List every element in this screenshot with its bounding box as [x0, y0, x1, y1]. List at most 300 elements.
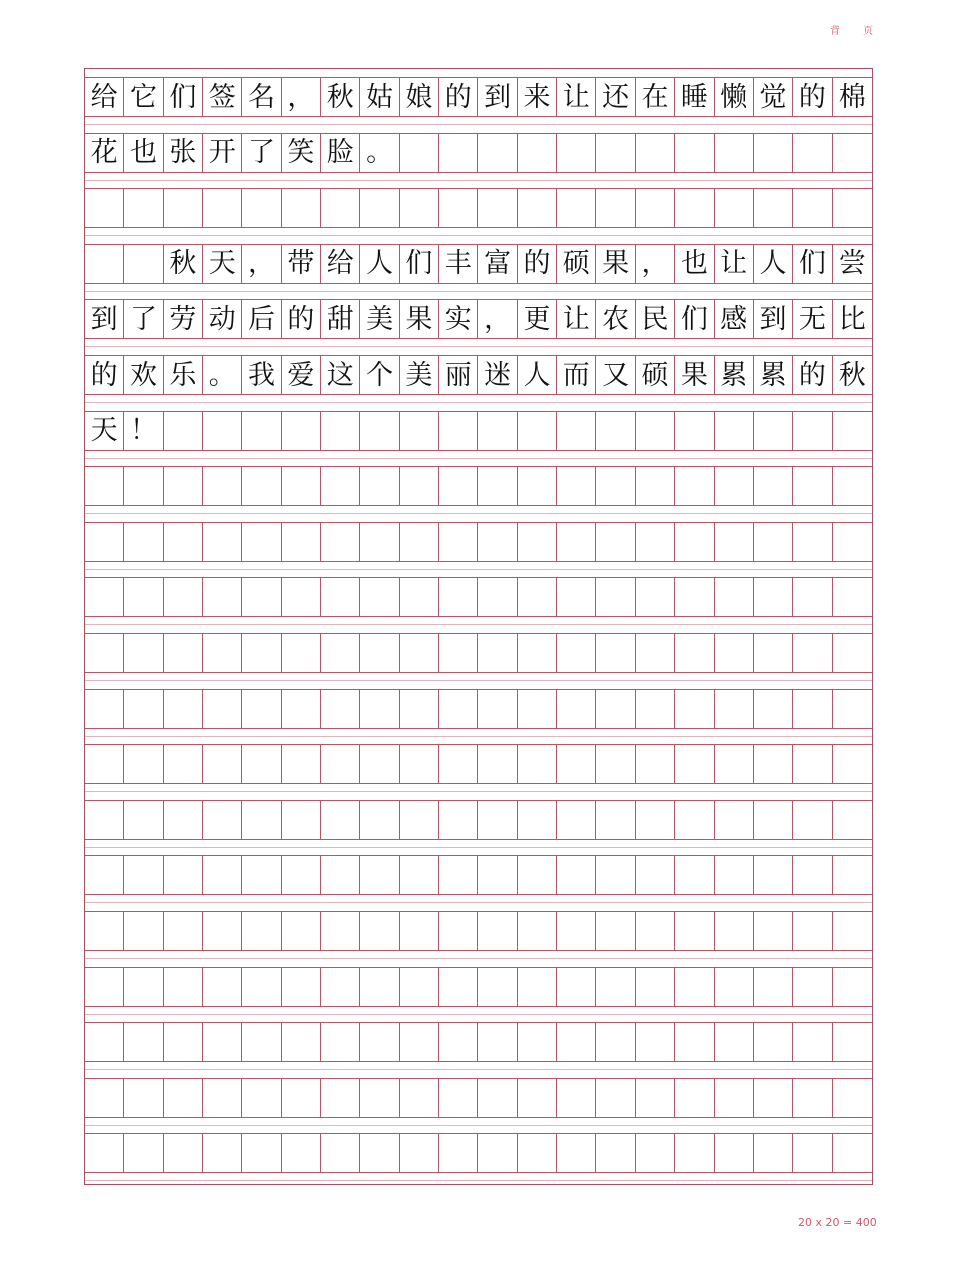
grid-cell: ， — [636, 245, 675, 283]
grid-row — [85, 299, 872, 339]
gap-line — [85, 569, 872, 570]
grid-cell — [164, 690, 203, 728]
grid-cell — [242, 467, 281, 505]
grid-cell — [833, 412, 872, 450]
grid-cell — [164, 467, 203, 505]
grid-cell: 也 — [675, 245, 714, 283]
grid-cell — [124, 690, 163, 728]
grid-cell — [833, 189, 872, 227]
grid-cell — [242, 578, 281, 616]
grid-cell — [478, 1023, 517, 1061]
grid-cell — [636, 1134, 675, 1172]
grid-cell — [439, 690, 478, 728]
grid-cell — [282, 856, 321, 894]
grid-cell — [282, 745, 321, 783]
grid-cell: 们 — [675, 300, 714, 338]
grid-cell: 到 — [754, 300, 793, 338]
grid-cell: 秋 — [838, 359, 866, 391]
grid-cell — [715, 578, 754, 616]
grid-cell — [596, 1079, 635, 1117]
grid-cell — [636, 467, 675, 505]
grid-cell — [321, 467, 360, 505]
grid-cell — [164, 1079, 203, 1117]
grid-cell — [518, 1079, 557, 1117]
grid-cell: 它 — [124, 78, 163, 116]
grid-cell — [754, 1079, 793, 1117]
grid-cell: 的 — [439, 78, 478, 116]
page-header-label: 背 页 — [830, 26, 884, 37]
grid-cell — [282, 968, 321, 1006]
grid-cell — [400, 412, 439, 450]
grid-cell — [636, 578, 675, 616]
grid-cell — [557, 578, 596, 616]
grid-cell — [203, 1134, 242, 1172]
grid-cell — [360, 856, 399, 894]
grid-cell — [793, 134, 832, 172]
grid-cell — [282, 523, 321, 561]
grid-cell — [478, 1079, 517, 1117]
grid-cell — [596, 690, 635, 728]
grid-cell — [754, 912, 793, 950]
grid-cell — [400, 745, 439, 783]
grid-cell — [596, 523, 635, 561]
grid-cell: 果 — [400, 300, 439, 338]
grid-cell — [675, 412, 714, 450]
grid-cell — [439, 912, 478, 950]
gap-line — [85, 791, 872, 792]
grid-cell: ， — [242, 245, 281, 283]
grid-cell — [675, 634, 714, 672]
grid-cell — [321, 1134, 360, 1172]
grid-cell — [715, 634, 754, 672]
grid-cell — [242, 634, 281, 672]
grid-cell — [518, 467, 557, 505]
grid-cell — [124, 189, 163, 227]
grid-cell — [557, 690, 596, 728]
grid-cell — [400, 1079, 439, 1117]
grid-cell — [85, 467, 124, 505]
grid-cell — [833, 801, 872, 839]
grid-cell: 签 — [203, 78, 242, 116]
grid-cell — [675, 523, 714, 561]
grid-cell — [400, 134, 439, 172]
grid-cell — [557, 968, 596, 1006]
grid-cell — [124, 523, 163, 561]
grid-cell — [793, 912, 832, 950]
grid-cell — [715, 968, 754, 1006]
grid-cell: 天 — [203, 245, 242, 283]
grid-cell — [636, 801, 675, 839]
grid-cell — [321, 1023, 360, 1061]
grid-cell: 劳 — [164, 300, 203, 338]
grid-cell — [675, 856, 714, 894]
grid-row — [85, 967, 872, 1007]
grid-cell: 实 — [439, 300, 478, 338]
grid-cell — [400, 189, 439, 227]
grid-cell — [400, 801, 439, 839]
grid-cell — [85, 1079, 124, 1117]
grid-cell — [636, 1079, 675, 1117]
grid-cell: 丰 — [439, 245, 478, 283]
grid-cell — [164, 745, 203, 783]
grid-cell — [596, 1023, 635, 1061]
grid-cell — [164, 523, 203, 561]
grid-cell — [321, 523, 360, 561]
grid-cell — [675, 690, 714, 728]
grid-cell — [360, 801, 399, 839]
grid-cell — [164, 412, 203, 450]
grid-cell — [439, 189, 478, 227]
grid-cell — [242, 912, 281, 950]
grid-cell — [360, 412, 399, 450]
grid-cell: 这 — [321, 356, 360, 394]
grid-row — [85, 466, 872, 506]
grid-cell — [557, 801, 596, 839]
grid-cell — [793, 578, 832, 616]
grid-cell — [793, 634, 832, 672]
grid-cell — [439, 134, 478, 172]
grid-cell — [557, 1134, 596, 1172]
grid-cell: 尝 — [838, 248, 866, 280]
grid-cell — [164, 1134, 203, 1172]
grid-row — [85, 744, 872, 784]
grid-cell — [793, 801, 832, 839]
grid-cell — [282, 634, 321, 672]
grid-cell — [636, 189, 675, 227]
grid-cell — [360, 1134, 399, 1172]
grid-cell — [715, 745, 754, 783]
grid-cell — [124, 467, 163, 505]
grid-row — [85, 133, 872, 173]
grid-cell: 懒 — [715, 78, 754, 116]
grid-cell: 的 — [793, 78, 832, 116]
grid-cell — [242, 1023, 281, 1061]
grid-cell — [282, 690, 321, 728]
grid-cell — [85, 523, 124, 561]
grid-cell — [518, 189, 557, 227]
grid-cell — [124, 745, 163, 783]
grid-cell — [360, 745, 399, 783]
grid-cell — [754, 745, 793, 783]
grid-cell — [124, 1079, 163, 1117]
grid-cell — [754, 856, 793, 894]
grid-cell — [715, 856, 754, 894]
grid-cell — [203, 1079, 242, 1117]
grid-cell — [675, 134, 714, 172]
grid-cell — [282, 467, 321, 505]
grid-cell — [557, 745, 596, 783]
grid-cell — [754, 1134, 793, 1172]
grid-cell — [596, 968, 635, 1006]
grid-cell — [360, 912, 399, 950]
grid-cell — [793, 968, 832, 1006]
grid-cell — [439, 523, 478, 561]
grid-cell — [124, 1134, 163, 1172]
grid-cell: 花 — [85, 134, 124, 172]
grid-cell — [518, 690, 557, 728]
grid-cell: 美 — [400, 356, 439, 394]
grid-cell: 们 — [793, 245, 832, 283]
grid-cell — [282, 1134, 321, 1172]
grid-cell — [636, 690, 675, 728]
grid-cell — [596, 412, 635, 450]
grid-cell — [321, 690, 360, 728]
grid-cell — [85, 690, 124, 728]
grid-cell — [478, 189, 517, 227]
grid-cell — [557, 189, 596, 227]
grid-cell: 笑 — [282, 134, 321, 172]
grid-row — [85, 855, 872, 895]
grid-cell — [793, 856, 832, 894]
grid-cell: 丽 — [439, 356, 478, 394]
grid-cell — [242, 856, 281, 894]
grid-cell — [754, 189, 793, 227]
grid-cell: 后 — [242, 300, 281, 338]
grid-cell — [85, 856, 124, 894]
grid-cell — [203, 745, 242, 783]
grid-cell: 秋 — [321, 78, 360, 116]
grid-cell — [360, 968, 399, 1006]
grid-cell — [793, 467, 832, 505]
grid-cell — [715, 412, 754, 450]
grid-cell — [439, 745, 478, 783]
grid-row — [85, 1133, 872, 1173]
grid-cell — [478, 856, 517, 894]
grid-cell — [321, 634, 360, 672]
grid-cell — [164, 634, 203, 672]
grid-cell — [636, 968, 675, 1006]
grid-cell — [518, 801, 557, 839]
grid-cell — [164, 1023, 203, 1061]
grid-cell — [124, 968, 163, 1006]
grid-cell — [321, 578, 360, 616]
grid-cell — [478, 523, 517, 561]
grid-cell — [478, 745, 517, 783]
grid-cell: 而 — [557, 356, 596, 394]
grid-cell — [557, 523, 596, 561]
gap-line — [85, 291, 872, 292]
gap-line — [85, 1014, 872, 1015]
grid-cell: 人 — [518, 356, 557, 394]
grid-cell — [242, 745, 281, 783]
grid-cell — [439, 968, 478, 1006]
grid-row — [85, 244, 872, 284]
grid-cell — [833, 745, 872, 783]
grid-cell — [596, 1134, 635, 1172]
grid-cell — [242, 690, 281, 728]
grid-cell — [715, 1079, 754, 1117]
grid-cell: 的 — [793, 356, 832, 394]
grid-cell — [164, 968, 203, 1006]
gap-line — [85, 402, 872, 403]
grid-cell — [124, 245, 163, 283]
grid-cell — [282, 912, 321, 950]
grid-cell: 带 — [282, 245, 321, 283]
composition-grid-sheet — [84, 68, 873, 1185]
grid-cell — [833, 467, 872, 505]
grid-cell — [833, 1079, 872, 1117]
grid-cell: 的 — [85, 356, 124, 394]
gap-line — [85, 235, 872, 236]
grid-cell — [636, 523, 675, 561]
gap-line — [85, 124, 872, 125]
grid-cell — [203, 523, 242, 561]
grid-cell — [833, 1134, 872, 1172]
grid-row — [85, 911, 872, 951]
grid-cell — [675, 578, 714, 616]
grid-cell: 的 — [282, 300, 321, 338]
grid-cell — [518, 578, 557, 616]
grid-cell — [715, 134, 754, 172]
grid-cell — [400, 856, 439, 894]
grid-cell — [754, 690, 793, 728]
grid-cell — [242, 189, 281, 227]
grid-cell — [596, 745, 635, 783]
grid-cell — [596, 856, 635, 894]
grid-cell — [85, 245, 124, 283]
grid-cell: 名 — [242, 78, 281, 116]
grid-cell: 人 — [754, 245, 793, 283]
grid-cell: 让 — [715, 245, 754, 283]
gap-line — [85, 1069, 872, 1070]
grid-cell — [518, 1023, 557, 1061]
grid-cell — [282, 578, 321, 616]
grid-cell — [596, 634, 635, 672]
grid-cell — [242, 1134, 281, 1172]
grid-cell — [793, 523, 832, 561]
grid-cell — [557, 1023, 596, 1061]
grid-cell: 在 — [636, 78, 675, 116]
grid-cell: 硕 — [557, 245, 596, 283]
grid-cell: 比 — [838, 303, 866, 335]
grid-cell — [400, 1134, 439, 1172]
grid-cell — [203, 912, 242, 950]
gap-line — [85, 1125, 872, 1126]
grid-cell — [557, 912, 596, 950]
grid-cell — [360, 189, 399, 227]
grid-cell — [164, 856, 203, 894]
grid-cell: 又 — [596, 356, 635, 394]
grid-cell — [557, 467, 596, 505]
grid-cell — [518, 634, 557, 672]
grid-cell: 果 — [675, 356, 714, 394]
grid-cell — [715, 690, 754, 728]
grid-cell — [793, 1134, 832, 1172]
gap-line — [85, 902, 872, 903]
grid-cell — [518, 523, 557, 561]
grid-cell — [518, 745, 557, 783]
grid-cell — [557, 856, 596, 894]
grid-cell — [478, 1134, 517, 1172]
grid-cell — [203, 856, 242, 894]
grid-cell — [439, 801, 478, 839]
grid-cell — [85, 1023, 124, 1061]
grid-cell — [321, 801, 360, 839]
grid-cell — [321, 968, 360, 1006]
grid-cell — [715, 912, 754, 950]
grid-cell — [754, 134, 793, 172]
grid-cell — [360, 690, 399, 728]
grid-cell — [400, 1023, 439, 1061]
grid-cell — [478, 801, 517, 839]
grid-cell: 动 — [203, 300, 242, 338]
grid-cell — [833, 634, 872, 672]
grid-cell — [754, 412, 793, 450]
grid-cell: 甜 — [321, 300, 360, 338]
gap-line — [85, 513, 872, 514]
gap-line — [85, 736, 872, 737]
grid-cell: 个 — [360, 356, 399, 394]
grid-cell — [518, 856, 557, 894]
grid-cell: 乐 — [164, 356, 203, 394]
grid-cell — [360, 578, 399, 616]
grid-cell — [203, 189, 242, 227]
grid-cell — [164, 801, 203, 839]
grid-cell: 。 — [360, 134, 399, 172]
grid-cell: 感 — [715, 300, 754, 338]
grid-cell — [596, 189, 635, 227]
grid-cell — [715, 467, 754, 505]
grid-cell — [85, 745, 124, 783]
gap-line — [85, 958, 872, 959]
gap-line — [85, 847, 872, 848]
grid-cell — [282, 1079, 321, 1117]
grid-cell — [518, 968, 557, 1006]
grid-cell — [85, 578, 124, 616]
grid-cell — [439, 467, 478, 505]
grid-cell — [833, 1023, 872, 1061]
grid-cell — [754, 968, 793, 1006]
grid-cell — [439, 856, 478, 894]
grid-cell — [557, 634, 596, 672]
grid-cell — [85, 634, 124, 672]
grid-cell: 们 — [164, 78, 203, 116]
grid-cell — [282, 801, 321, 839]
grid-cell: ！ — [124, 412, 163, 450]
grid-cell — [557, 1079, 596, 1117]
grid-cell: ， — [282, 78, 321, 116]
grid-cell — [242, 801, 281, 839]
grid-cell — [85, 189, 124, 227]
grid-cell — [754, 578, 793, 616]
grid-cell — [164, 578, 203, 616]
grid-cell — [793, 1079, 832, 1117]
grid-cell — [203, 467, 242, 505]
grid-cell — [400, 578, 439, 616]
grid-cell — [321, 1079, 360, 1117]
grid-cell: 秋 — [164, 245, 203, 283]
grid-cell — [675, 1023, 714, 1061]
grid-cell — [400, 912, 439, 950]
grid-cell — [833, 690, 872, 728]
grid-cell — [360, 467, 399, 505]
grid-cell — [675, 968, 714, 1006]
grid-cell: 到 — [478, 78, 517, 116]
grid-cell: 娘 — [400, 78, 439, 116]
grid-cell: 我 — [242, 356, 281, 394]
grid-cell: 人 — [360, 245, 399, 283]
grid-cell — [793, 690, 832, 728]
grid-cell — [400, 690, 439, 728]
grid-cell — [636, 745, 675, 783]
grid-cell — [124, 912, 163, 950]
grid-row — [85, 411, 872, 451]
grid-cell — [164, 912, 203, 950]
grid-cell — [439, 634, 478, 672]
grid-cell: 更 — [518, 300, 557, 338]
grid-cell — [793, 1023, 832, 1061]
grid-cell — [518, 912, 557, 950]
